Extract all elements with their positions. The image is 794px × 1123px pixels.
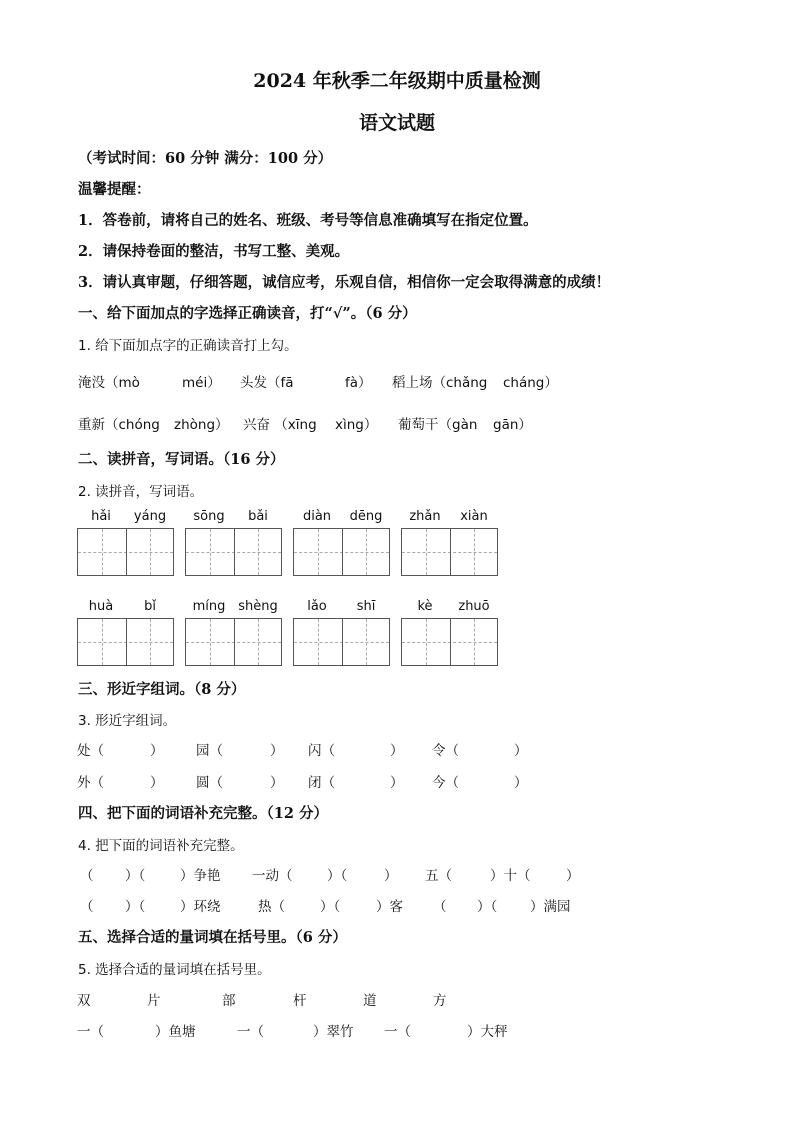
pinyin-label: huà [88,599,114,614]
reading-option: 重新（chóng [78,417,160,433]
writing-grid[interactable] [77,618,174,666]
pinyin-label: lǎo [307,599,327,614]
reading-option: cháng） [503,375,558,391]
reading-option: xìng） [335,417,378,433]
pinyin-label: diàn [302,509,332,524]
writing-grid[interactable] [185,528,282,576]
pinyin-label: kè [417,599,433,614]
idiom-part: （ [80,899,94,915]
pinyin-label: bǎi [248,509,268,524]
measure-word-option: 部 [222,993,236,1009]
section3-question: 3. 形近字组词。 [78,713,177,729]
section2-heading: 二、读拼音，写词语。（16 分） [78,451,285,468]
measure-word-option: 双 [77,993,91,1009]
writing-grid[interactable] [185,618,282,666]
measure-word-option: 片 [147,993,161,1009]
char-prompt: 闭（ [308,775,335,791]
pinyin-label: sōng [193,509,225,524]
reading-option: 兴奋 （xīng [243,417,317,433]
char-prompt: 园（ [196,743,223,759]
idiom-part: 五（ [425,868,452,884]
section1-heading: 一、给下面加点的字选择正确读音，打“√”。（6 分） [78,305,417,322]
idiom-part: ） [384,868,398,884]
reading-option: gān） [493,417,532,433]
idiom-part: 热（ [258,899,285,915]
tip-item: 2．请保持卷面的整洁，书写工整、美观。 [78,243,350,260]
measure-phrase-part: 一（ [384,1024,411,1040]
char-blank-close[interactable]: ） [270,743,284,759]
pinyin-label: bǐ [144,599,156,614]
section3-heading: 三、形近字组词。（8 分） [78,681,246,698]
char-blank-close[interactable]: ） [150,743,164,759]
pinyin-label: zhuō [458,599,490,614]
reading-option: fà） [345,375,372,391]
section4-question: 4. 把下面的词语补充完整。 [78,838,244,854]
writing-grid[interactable] [293,528,390,576]
tips-heading: 温馨提醒： [78,181,151,198]
section2-question: 2. 读拼音，写词语。 [78,484,204,500]
measure-word-option: 道 [363,993,377,1009]
section5-heading: 五、选择合适的量词填在括号里。（6 分） [78,929,347,946]
idiom-part: ）环绕 [180,899,221,915]
pinyin-label: xiàn [460,509,488,524]
exam-title: 2024 年秋季二年级期中质量检测 [253,70,541,92]
measure-phrase-part: ）翠竹 [313,1024,354,1040]
tip-item: 3．请认真审题，仔细答题，诚信应考，乐观自信，相信你一定会取得满意的成绩！ [78,274,611,291]
idiom-part: ）（ [125,868,146,884]
pinyin-label: míng [192,599,226,614]
measure-word-option: 方 [433,993,447,1009]
char-blank-close[interactable]: ） [390,775,404,791]
writing-grid[interactable] [77,528,174,576]
idiom-part: （ [433,899,447,915]
char-blank-close[interactable]: ） [150,775,164,791]
idiom-part: ） [566,868,580,884]
section4-heading: 四、把下面的词语补充完整。（12 分） [78,805,328,822]
char-prompt: 圆（ [196,775,223,791]
measure-phrase-part: ）鱼塘 [155,1024,196,1040]
idiom-part: ）客 [376,899,403,915]
idiom-part: ）十（ [490,868,531,884]
pinyin-label: zhǎn [409,509,441,524]
idiom-part: ）（ [477,899,498,915]
char-blank-close[interactable]: ） [390,743,404,759]
measure-phrase-part: ）大秤 [467,1024,508,1040]
idiom-part: 一动（ [252,868,293,884]
idiom-part: ）（ [320,899,341,915]
idiom-part: ）（ [125,899,146,915]
reading-option: méi） [182,375,221,391]
section1-question: 1. 给下面加点字的正确读音打上勾。 [78,338,298,354]
idiom-part: ）争艳 [180,868,221,884]
reading-option: 头发（fā [240,375,294,391]
pinyin-label: dēng [349,509,383,524]
char-prompt: 令（ [432,743,459,759]
char-blank-close[interactable]: ） [270,775,284,791]
char-prompt: 外（ [77,775,104,791]
char-prompt: 闪（ [308,743,335,759]
char-prompt: 处（ [77,743,104,759]
char-blank-close[interactable]: ） [514,775,528,791]
measure-phrase-part: 一（ [237,1024,264,1040]
idiom-part: ）（ [327,868,348,884]
writing-grid[interactable] [293,618,390,666]
exam-info: （考试时间：60 分钟 满分：100 分） [78,150,333,167]
exam-subtitle: 语文试题 [358,112,435,134]
writing-grid[interactable] [401,528,498,576]
char-prompt: 今（ [432,775,459,791]
section5-question: 5. 选择合适的量词填在括号里。 [78,962,271,978]
tip-item: 1．答卷前，请将自己的姓名、班级、考号等信息准确填写在指定位置。 [78,212,538,229]
reading-option: 稻上场（chǎng [392,375,488,391]
measure-phrase-part: 一（ [77,1024,104,1040]
idiom-part: ）满园 [530,899,571,915]
measure-word-option: 杆 [293,993,307,1009]
writing-grid[interactable] [401,618,498,666]
char-blank-close[interactable]: ） [514,743,528,759]
pinyin-label: shèng [238,599,278,614]
pinyin-label: shī [356,599,376,614]
reading-option: 淹没（mò [78,375,140,391]
reading-option: 葡萄干（gàn [398,417,478,433]
pinyin-label: yáng [133,509,167,524]
reading-option: zhòng） [174,417,229,433]
pinyin-label: hǎi [91,509,111,524]
idiom-part: （ [80,868,94,884]
